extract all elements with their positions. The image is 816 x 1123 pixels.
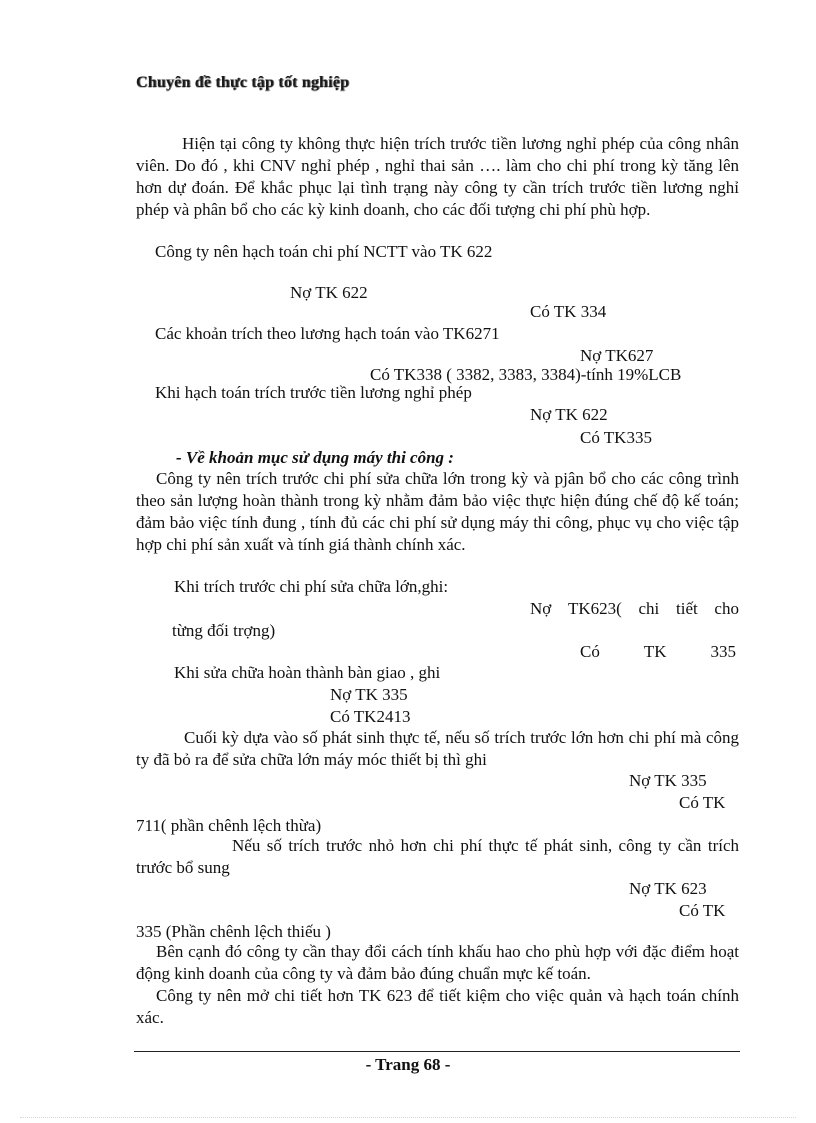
- paragraph-6: Công ty nên mở chi tiết hơn TK 623 để tiết kiệm cho việc quản và hạch toán chính xác.: [136, 986, 739, 1027]
- text-line: Khi hạch toán trích trước tiền lương nghỉ phép: [155, 383, 472, 402]
- text-word: tiết: [676, 599, 698, 618]
- debit-entry: Nợ TK 335: [330, 685, 408, 704]
- account-code: 335: [710, 642, 736, 661]
- account-word: TK: [643, 642, 667, 661]
- account-code: TK623(: [567, 599, 622, 618]
- section-heading: - Về khoản mục sử dụng máy thi công :: [176, 448, 454, 467]
- credit-entry: Có TK338 ( 3382, 3383, 3384)-tính 19%LCB: [370, 365, 682, 384]
- debit-entry: Nợ TK 335: [629, 771, 707, 790]
- debit-entry: [530, 598, 739, 620]
- text-line: Khi trích trước chi phí sửa chữa lớn,ghi:: [174, 577, 449, 596]
- debit-word: Nợ: [530, 599, 552, 618]
- credit-entry: Có TK335: [580, 428, 652, 447]
- debit-entry: Nợ TK 623: [629, 879, 707, 898]
- paragraph-3: Cuối kỳ dựa vào số phát sinh thực tế, nếu số trích trước lớn hơn chi phí mà công ty đã bỏ ra để sửa chữa lớn máy móc thiết bị thì ghi: [136, 728, 739, 769]
- debit-entry: Nợ TK 622: [290, 283, 368, 302]
- text-line: Công ty nên hạch toán chi phí NCTT vào TK 622: [155, 242, 493, 261]
- credit-entry: Có TK2413: [330, 707, 411, 726]
- text-line: Khi sửa chữa hoàn thành bàn giao , ghi: [174, 663, 441, 682]
- footer-divider: [134, 1051, 740, 1052]
- page-number: - Trang 68 -: [365, 1055, 451, 1074]
- paragraph-4: Nếu số trích trước nhỏ hơn chi phí thực tế phát sinh, công ty cần trích trước bổ sung: [136, 836, 739, 877]
- text-line: từng đối trợng): [172, 621, 276, 640]
- credit-entry: [580, 641, 736, 663]
- paragraph-2: Công ty nên trích trước chi phí sửa chữa lớn trong kỳ và pjân bổ cho các công trình theo sản lượng hoàn thành trong kỳ nhằm đảm bảo việc thực hiện đúng chế độ kế toán; đảm bảo việc tính đung , tính đủ các chi phí sử dụng máy thi công, phục vụ cho việc tập hợp chi phí sản xuất và tính giá thành chính xác.: [136, 469, 739, 554]
- page-edge-dots: [20, 1117, 796, 1118]
- paragraph-1: Hiện tại công ty không thực hiện trích trước tiền lương nghỉ phép của công nhân viên. Do đó , khi CNV nghỉ phép , nghỉ thai sản …. làm cho chi phí trong kỳ tăng lên hơn dự đoán. Để khắc phục lại tình trạng này công ty cần trích trước tiền lương nghỉ phép và phân bổ cho các kỳ kinh doanh, cho các đối tượng chi phí phù hợp.: [136, 134, 739, 219]
- text-line: 711( phần chênh lệch thừa): [136, 816, 322, 835]
- text-word: chi: [638, 599, 660, 618]
- credit-entry: Có TK 334: [530, 302, 607, 321]
- credit-word: Có: [580, 642, 600, 661]
- paragraph-5: Bên cạnh đó công ty cần thay đổi cách tính khấu hao cho phù hợp với đặc điểm hoạt động kinh doanh của công ty và đảm bảo đúng chuẩn mực kế toán.: [136, 942, 739, 983]
- running-header: Chuyên đề thực tập tốt nghiệp: [136, 74, 350, 91]
- text-word: cho: [714, 599, 739, 618]
- credit-entry: Có TK: [679, 901, 726, 920]
- debit-entry: Nợ TK 622: [530, 405, 608, 424]
- debit-entry: Nợ TK627: [580, 346, 654, 365]
- credit-entry: Có TK: [679, 793, 726, 812]
- text-line: 335 (Phần chênh lệch thiếu ): [136, 922, 331, 941]
- text-line: Các khoản trích theo lương hạch toán vào TK6271: [155, 324, 500, 343]
